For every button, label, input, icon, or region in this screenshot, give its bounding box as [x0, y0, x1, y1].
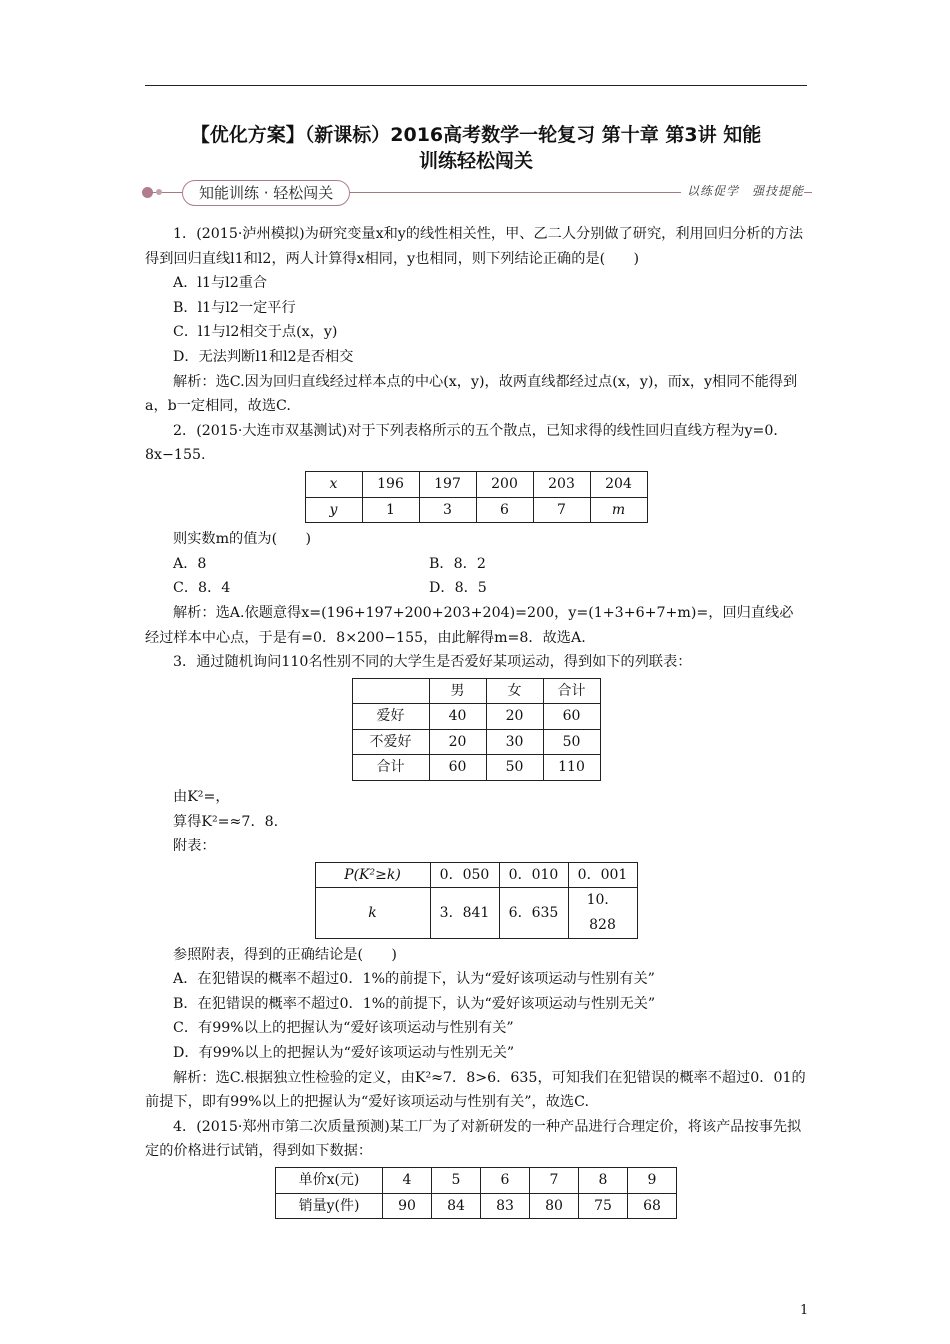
table-cell: 204 [590, 471, 647, 497]
table-cell: 83 [481, 1193, 530, 1219]
table-cell: 不爱好 [352, 729, 429, 755]
q1-option-d: D．无法判断l1和l2是否相交 [173, 348, 354, 365]
table-cell: 8 [579, 1167, 628, 1193]
table-cell: 10．828 [568, 888, 637, 938]
title-line-1: 【优化方案】（新课标）2016高考数学一轮复习 第十章 第3讲 知能 [190, 124, 762, 146]
q1-option-a: A．l1与l2重合 [173, 275, 268, 292]
table-cell: 196 [362, 471, 419, 497]
q2-options-row-1 [145, 552, 807, 577]
page-number: 1 [800, 1303, 809, 1318]
section-banner [140, 180, 812, 206]
banner-dot-icon [142, 187, 153, 198]
table-cell: 60 [429, 755, 486, 781]
table-cell: 80 [530, 1193, 579, 1219]
banner-label: 知能训练 · 轻松闯关 [182, 180, 350, 206]
table-cell: 50 [486, 755, 543, 781]
table-row [352, 729, 600, 755]
q3-formula-1: 由K²=， [173, 789, 230, 806]
table-cell: x [305, 471, 362, 497]
table-cell: 7 [533, 497, 590, 523]
q1-option-b: B．l1与l2一定平行 [173, 299, 296, 316]
table-cell: 203 [533, 471, 590, 497]
q1-stem: 1．(2015·泸州模拟)为研究变量x和y的线性相关性，甲、乙二人分别做了研究，利用回归分析的方法得到回归直线l1和l2，两人计算得x相同，y也相同，则下列结论正确的是( ) [145, 226, 804, 267]
table-cell: 90 [383, 1193, 432, 1219]
q2-option-c: C．8．4 [173, 580, 231, 597]
table-cell: 1 [362, 497, 419, 523]
q3-option-b: B．在犯错误的概率不超过0．1%的前提下，认为“爱好该项运动与性别无关” [173, 995, 656, 1012]
table-cell: 9 [628, 1167, 677, 1193]
table-row [305, 471, 647, 497]
q3-stem: 3．通过随机询问110名性别不同的大学生是否爱好某项运动，得到如下的列联表： [173, 654, 692, 671]
table-row [315, 888, 637, 938]
table-cell: 84 [432, 1193, 481, 1219]
document-body [145, 222, 807, 1223]
table-cell: 40 [429, 704, 486, 730]
table-cell: 7 [530, 1167, 579, 1193]
q2-option-a: A．8 [173, 555, 207, 572]
table-cell: 68 [628, 1193, 677, 1219]
table-cell: 20 [486, 704, 543, 730]
table-cell: 50 [543, 729, 600, 755]
table-cell: k [315, 888, 430, 938]
q3-option-d: D．有99%以上的把握认为“爱好该项运动与性别无关” [173, 1045, 515, 1061]
table-cell: 0．001 [568, 862, 637, 888]
q3-formula-2: 算得K²=≈7．8. [173, 813, 279, 830]
table-cell: P(K²≥k) [315, 862, 430, 888]
q2-stem: 2．(2015·大连市双基测试)对于下列表格所示的五个散点，已知求得的线性回归直线方程为y=0．8x−155. [145, 422, 788, 464]
q2-options-row-2 [145, 576, 807, 601]
table-cell: y [305, 497, 362, 523]
q2-answer: 解析：选A.依题意得x=(196+197+200+203+204)=200，y=(1+3+6+7+m)=，回归直线必经过样本中心点，于是有=0．8×200−155，由此解得m=8．故选A. [145, 604, 794, 646]
table-cell: 6 [476, 497, 533, 523]
q3-question: 参照附表，得到的正确结论是( ) [173, 946, 397, 963]
table-cell: 爱好 [352, 704, 429, 730]
table-row [352, 678, 600, 704]
table-row [315, 862, 637, 888]
q2-question: 则实数m的值为( ) [173, 531, 312, 548]
q4-price-sales-table [275, 1167, 677, 1219]
title-line-2: 训练轻松闯关 [418, 150, 533, 172]
table-row [276, 1193, 677, 1219]
table-cell: m [590, 497, 647, 523]
table-row [352, 704, 600, 730]
table-cell: 60 [543, 704, 600, 730]
table-cell: 3．841 [430, 888, 499, 938]
table-cell: 197 [419, 471, 476, 497]
table-row [276, 1167, 677, 1193]
q3-contingency-table [352, 678, 601, 781]
table-cell: 5 [432, 1167, 481, 1193]
table-cell [352, 678, 429, 704]
table-cell: 合计 [543, 678, 600, 704]
table-row [352, 755, 600, 781]
table-cell: 合计 [352, 755, 429, 781]
q3-answer: 解析：选C.根据独立性检验的定义，由K²≈7．8>6．635，可知我们在犯错误的概率不超过0．01的前提下，即有99%以上的把握认为“爱好该项运动与性别有关”，故选C. [145, 1069, 806, 1111]
table-cell: 男 [429, 678, 486, 704]
q2-scatter-table [305, 471, 648, 523]
q3-appendix-table [315, 862, 638, 939]
q1-option-c: C．l1与l2相交于点(x，y) [173, 324, 338, 341]
q1-answer: 解析：选C.因为回归直线经过样本点的中心(x，y)，故两直线都经过点(x，y)，而x，y相同不能得到a，b一定相同，故选C. [145, 373, 798, 415]
table-cell: 0．050 [430, 862, 499, 888]
table-cell: 30 [486, 729, 543, 755]
q3-option-a: A．在犯错误的概率不超过0．1%的前提下，认为“爱好该项运动与性别有关” [173, 971, 655, 988]
q3-option-c: C．有99%以上的把握认为“爱好该项运动与性别有关” [173, 1020, 514, 1037]
table-row [305, 497, 647, 523]
q2-option-d: D．8．5 [429, 580, 487, 597]
table-cell: 75 [579, 1193, 628, 1219]
banner-small-dot-icon [156, 189, 162, 195]
table-cell: 20 [429, 729, 486, 755]
table-cell: 0．010 [499, 862, 568, 888]
table-cell: 4 [383, 1167, 432, 1193]
page-title [140, 122, 812, 174]
table-cell: 女 [486, 678, 543, 704]
q4-stem: 4．(2015·郑州市第二次质量预测)某工厂为了对新研发的一种产品进行合理定价，将该产品按事先拟定的价格进行试销，得到如下数据： [145, 1118, 802, 1160]
table-cell: 200 [476, 471, 533, 497]
table-cell: 6 [481, 1167, 530, 1193]
table-cell: 110 [543, 755, 600, 781]
table-cell: 6．635 [499, 888, 568, 938]
q2-option-b: B．8．2 [429, 555, 486, 572]
banner-slogan: 以练促学 强技提能 [681, 182, 804, 199]
table-cell: 单价x(元) [276, 1167, 383, 1193]
header-rule [145, 85, 807, 86]
table-cell: 3 [419, 497, 476, 523]
table-cell: 销量y(件) [276, 1193, 383, 1219]
q3-appendix-label: 附表： [173, 838, 216, 855]
